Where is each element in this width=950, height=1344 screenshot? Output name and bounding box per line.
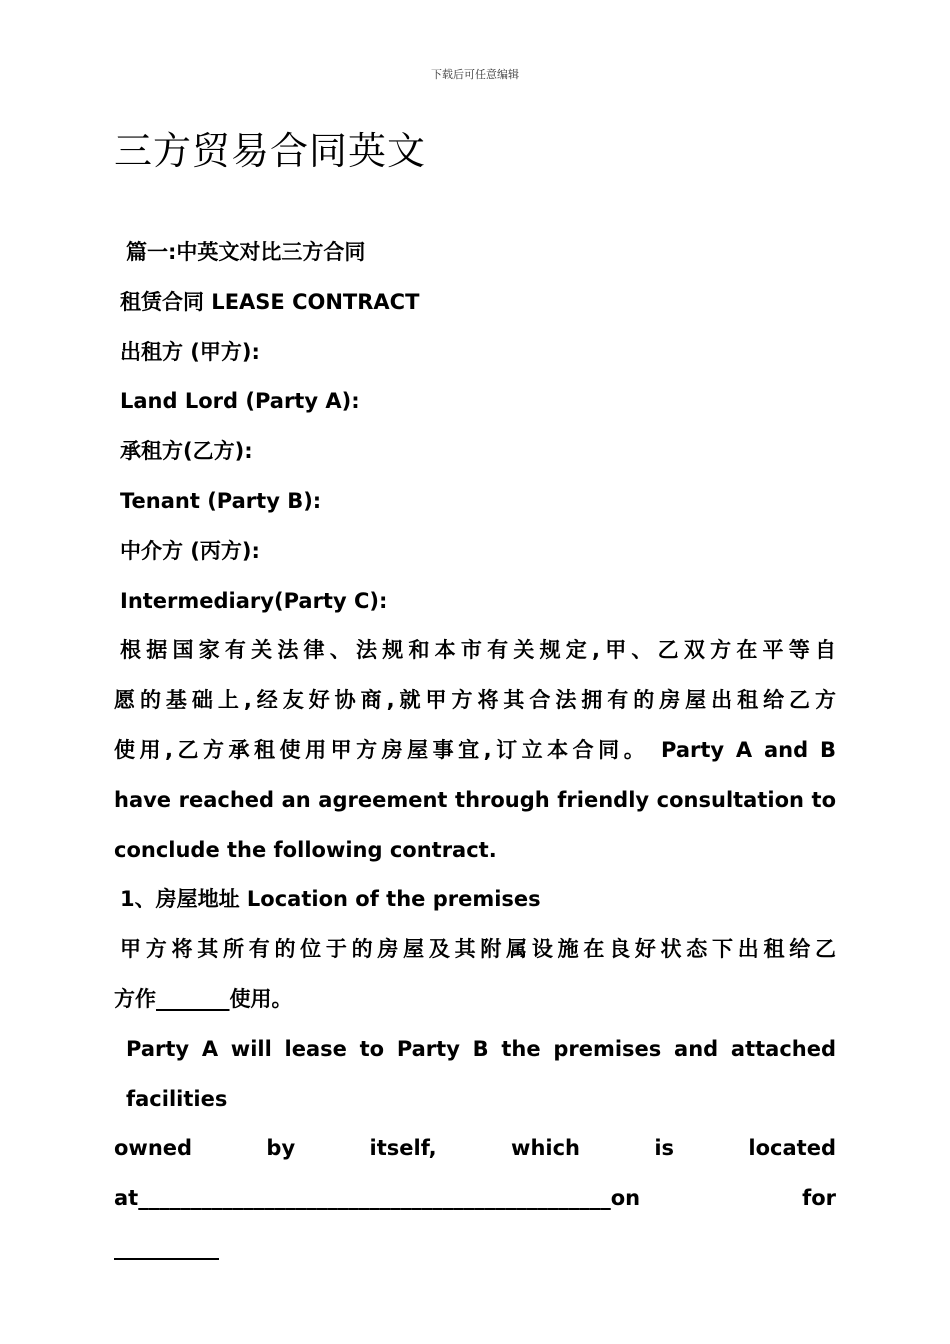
section-1-heading: 1、房屋地址 Location of the premises (120, 887, 541, 912)
paragraph-line: 甲方将其所有的位于的房屋及其附属设施在良好状态下出租给乙 (120, 937, 836, 962)
paragraph-line: 愿的基础上,经友好协商,就甲方将其合法拥有的房屋出租给乙方 (114, 688, 836, 713)
paragraph-line: conclude the following contract. (114, 837, 497, 862)
party-b-en-label: Tenant (Party B): (120, 488, 322, 513)
contract-title-line: 租赁合同 LEASE CONTRACT (120, 289, 420, 314)
party-c-en-label: Intermediary(Party C): (120, 588, 388, 613)
paragraph-line: 使用,乙方承租使用甲方房屋事宜,订立本合同。 Party A and B (114, 737, 836, 762)
paragraph-line: owned by itself, which is located (114, 1136, 836, 1161)
party-c-zh-label: 中介方 (丙方): (120, 538, 260, 563)
location-paragraph-en (114, 1025, 836, 1274)
location-paragraph-zh (114, 925, 836, 1025)
paragraph-line: __________ (114, 1235, 219, 1260)
paragraph-line: have reached an agreement through friendly consultation to (114, 787, 836, 812)
document-body (114, 228, 836, 1274)
party-b-zh-label: 承租方(乙方): (120, 439, 253, 464)
document-title: 三方贸易合同英文 (114, 129, 427, 173)
intro-paragraph (114, 626, 836, 875)
paragraph-line: Party A will lease to Party B the premises and attached facilities (126, 1036, 836, 1111)
section-heading: 篇一:中英文对比三方合同 (126, 240, 366, 264)
paragraph-line: 方作_______使用。 (114, 986, 293, 1011)
header-note: 下载后可任意编辑 (431, 68, 519, 81)
paragraph-line: at_____________________________________________on for (114, 1186, 836, 1211)
paragraph-line: 根据国家有关法律、法规和本市有关规定,甲、乙双方在平等自 (120, 638, 836, 663)
party-a-en-label: Land Lord (Party A): (120, 389, 360, 414)
party-a-zh-label: 出租方 (甲方): (120, 339, 260, 364)
